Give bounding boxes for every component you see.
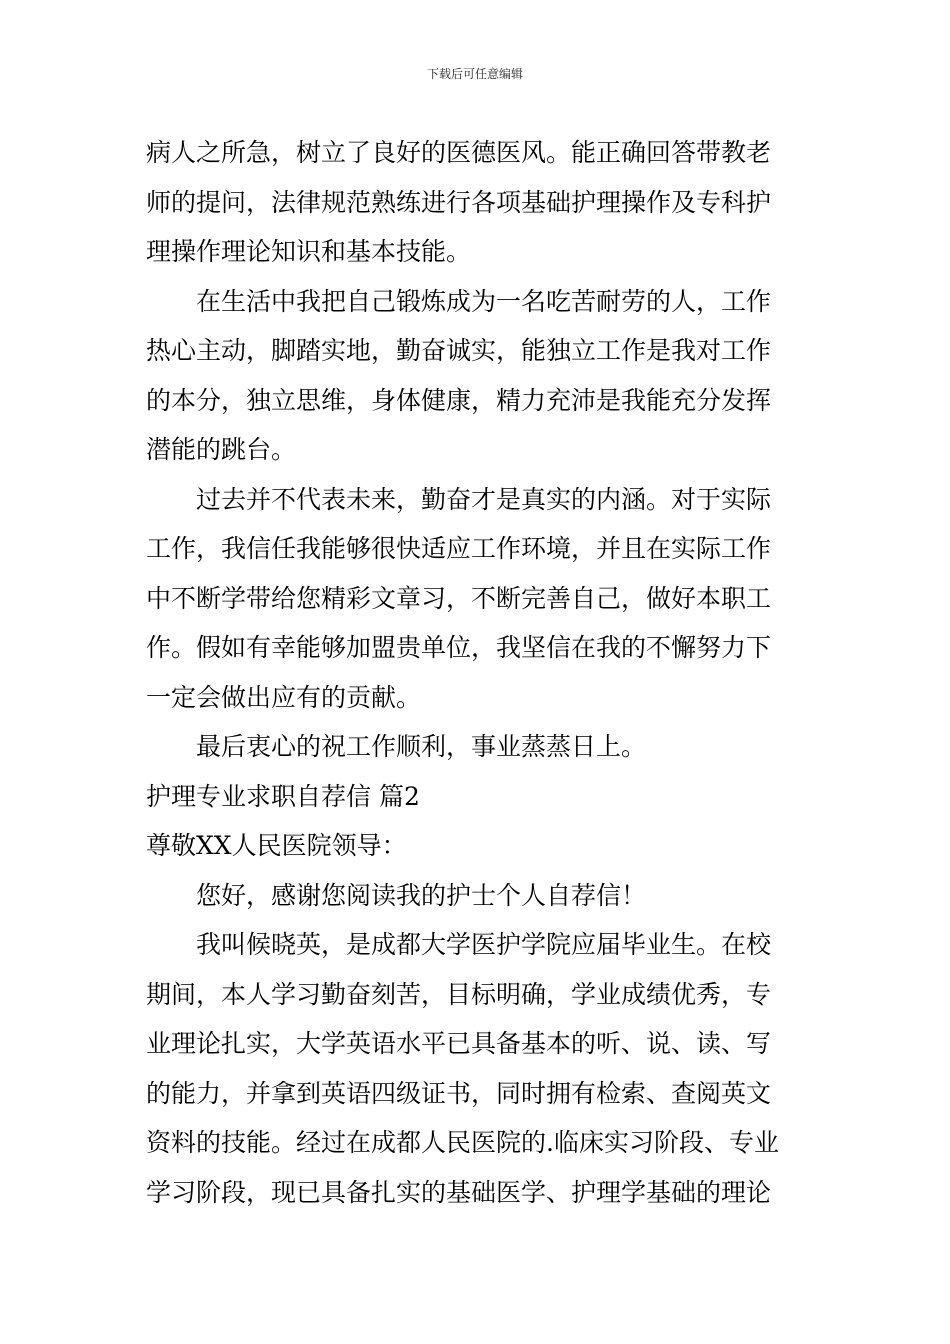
page-header: 下载后可任意编辑 bbox=[426, 67, 523, 81]
text-line: 业理论扎实，大学英语水平已具备基本的听、说、读、写 bbox=[146, 1029, 772, 1058]
text-line: 师的提问，法律规范熟练进行各项基础护理操作及专科护 bbox=[146, 187, 772, 217]
text-line: 理操作理论知识和基本技能。 bbox=[146, 237, 472, 266]
text-line: 我叫候晓英，是成都大学医护学院应届毕业生。在校 bbox=[196, 930, 772, 959]
text-line: 热心主动，脚踏实地，勤奋诚实，能独立工作是我对工作 bbox=[146, 336, 772, 365]
text-line: 过去并不代表未来，勤奋才是真实的内涵。对于实际 bbox=[196, 484, 772, 514]
text-line: 中不断学带给您精彩文章习，不断完善自己，做好本职工 bbox=[146, 583, 772, 613]
text-line: 在生活中我把自己锻炼成为一名吃苦耐劳的人，工作 bbox=[196, 286, 772, 316]
text-line: 病人之所急，树立了良好的医德医风。能正确回答带教老 bbox=[146, 138, 772, 167]
text-line: 护理专业求职自荐信 篇2 bbox=[146, 781, 420, 811]
text-line: 的能力，并拿到英语四级证书，同时拥有检索、查阅英文 bbox=[146, 1078, 772, 1108]
text-line: 工作，我信任我能够很快适应工作环境，并且在实际工作 bbox=[146, 534, 772, 563]
text-line: 最后衷心的祝工作顺利，事业蒸蒸日上。 bbox=[196, 732, 647, 761]
text-line: 学习阶段，现已具备扎实的基础医学、护理学基础的理论 bbox=[146, 1177, 772, 1207]
text-line: 资料的技能。经过在成都人民医院的.临床实习阶段、专业 bbox=[146, 1128, 779, 1157]
text-line: 潜能的跳台。 bbox=[146, 435, 297, 464]
text-line: 您好，感谢您阅读我的护士个人自荐信！ bbox=[196, 880, 647, 910]
text-line: 作。假如有幸能够加盟贵单位，我坚信在我的不懈努力下 bbox=[146, 633, 772, 662]
document-body bbox=[146, 128, 810, 1217]
text-line: 尊敬XX人民医院领导： bbox=[146, 831, 407, 860]
text-line: 的本分，独立思维，身体健康，精力充沛是我能充分发挥 bbox=[146, 385, 772, 415]
text-line: 一定会做出应有的贡献。 bbox=[146, 682, 422, 712]
text-line: 期间，本人学习勤奋刻苦，目标明确，学业成绩优秀，专 bbox=[146, 979, 772, 1009]
